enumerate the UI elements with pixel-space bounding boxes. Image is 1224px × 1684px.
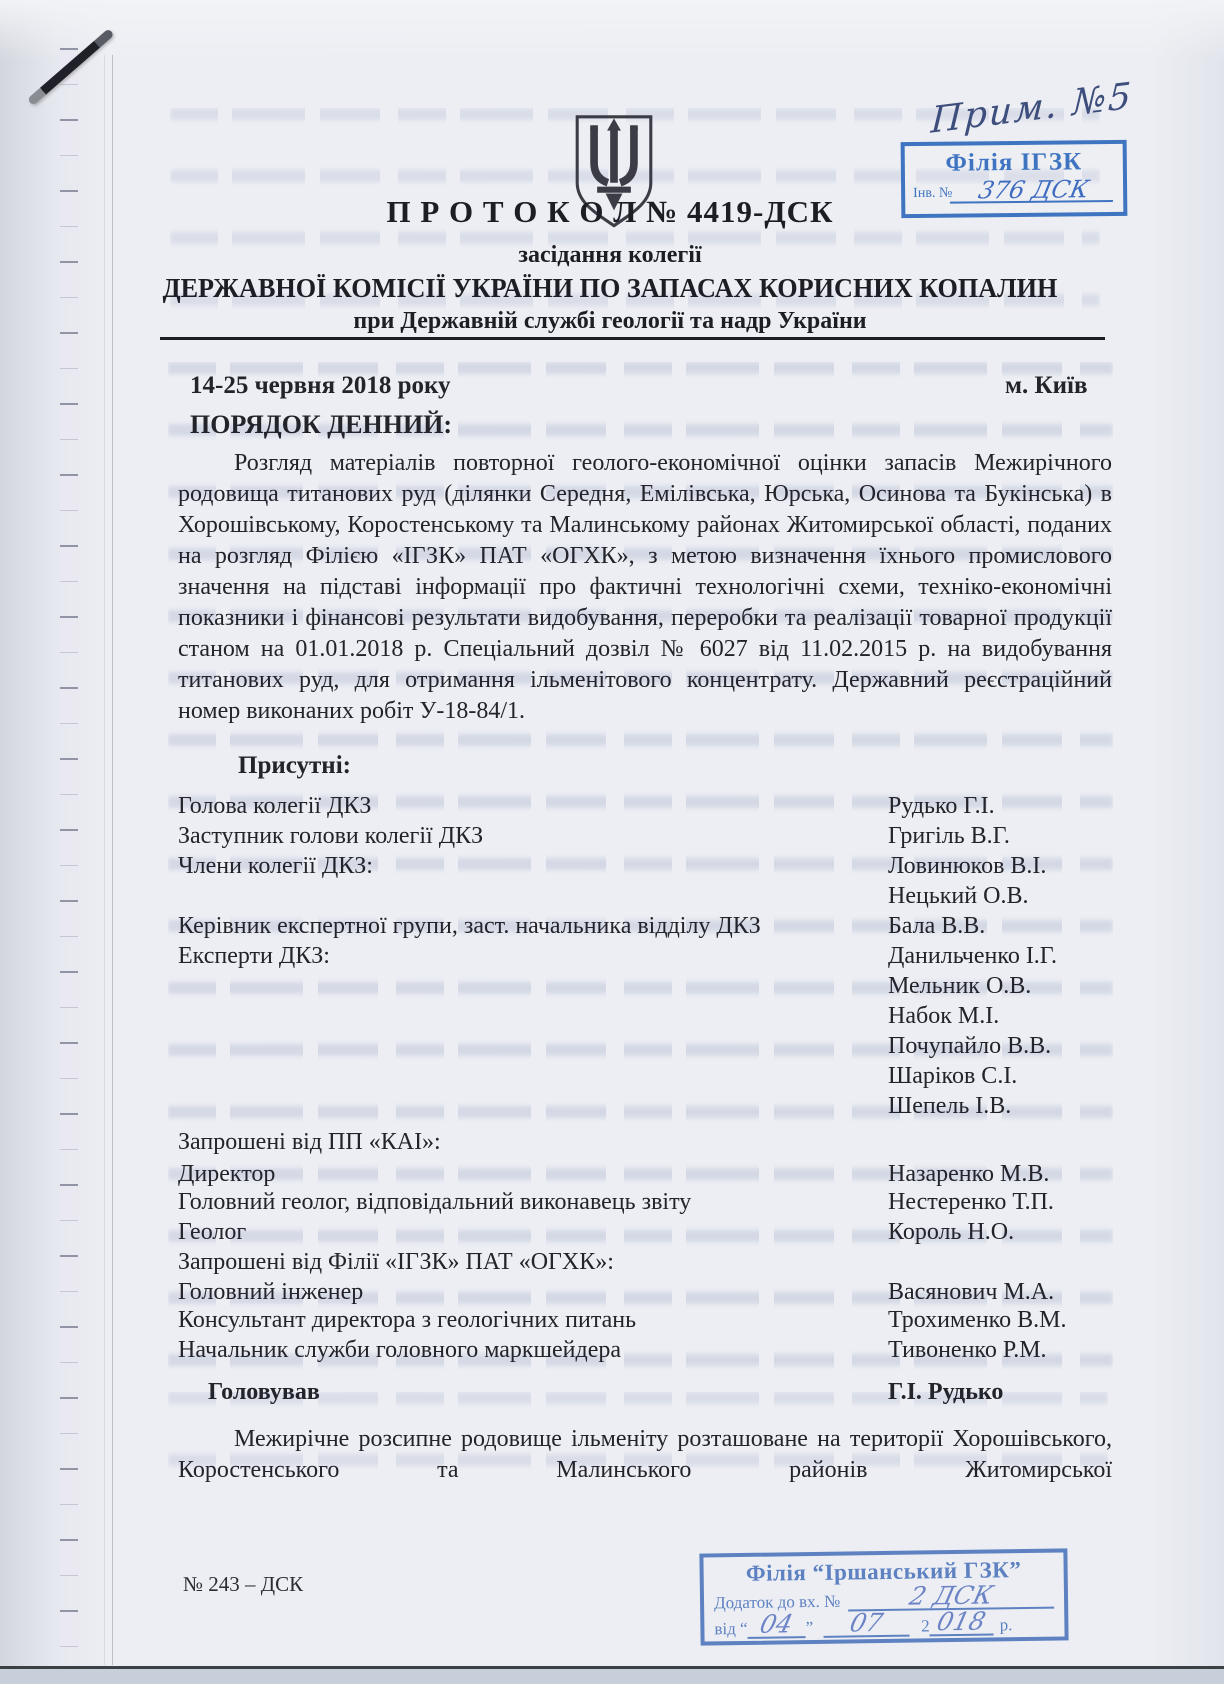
stamp-date-year-printed: 2 — [921, 1616, 930, 1636]
registry-stamp — [699, 1548, 1068, 1645]
date-city-row — [190, 372, 1110, 400]
attendee-row: Члени колегії ДКЗ: Ловинюков В.І. — [178, 853, 1047, 879]
handwritten-copy-note: Прим. №5 — [929, 75, 1134, 142]
stamp-attachment-label: Додаток до вх. № — [713, 1591, 841, 1613]
agenda-text: Розгляд матеріалів повторної геолого-економічної оцінки запасів Межирічного родовища титанових руд (ділянки Середня, Емілівська, Юрська, Осинова та Букінська) в Хорошівському, Коростенському та Малинському районах Житомирської області, поданих на розгляд Філією «ІГЗК» ПАТ «ОГХК», з метою визначення їхнього промислового значення на підставі інформації про фактичні технологічні схеми, техніко-економічні показники і фінансові результати видобування, переробки та реалізації товарної продукції станом на 01.01.2018 р. Спеціальний дозвіл № 6027 від 11.02.2015 р. на видобування титанових руд, для отримання ільменітового концентрату. Державний реєстраційний номер виконаних робіт У-18-84/1. — [178, 450, 1112, 724]
agency-name: при Державній службі геології та надр України — [353, 308, 867, 334]
closing-paragraph: Межирічне розсипне родовище ільменіту розташоване на території Хорошівського, Коростенського та Малинського районів Житомирської — [178, 1426, 1112, 1483]
attendee-row: Головний геолог, відповідальний виконавець звіту Нестеренко Т.П. — [178, 1189, 1054, 1215]
stamp-date-close-quote: ” — [805, 1617, 814, 1638]
page-fold-line-secondary — [104, 55, 105, 1665]
scan-edge-shadow — [0, 0, 1224, 60]
chairman-row: Головував Г.І. Рудько — [208, 1379, 1004, 1405]
attendee-row: Голова колегії ДКЗ Рудько Г.І. — [178, 793, 995, 819]
attendee-row: Геолог Король Н.О. — [178, 1219, 1015, 1245]
agenda-heading: ПОРЯДОК ДЕННИЙ: — [190, 410, 453, 439]
attendee-row: Експерти ДКЗ: Данильченко І.Г. — [178, 943, 1057, 969]
session-city: м. Київ — [1005, 372, 1088, 399]
commission-name: ДЕРЖАВНОЇ КОМІСІЇ УКРАЇНИ ПО ЗАПАСАХ КОРИСНИХ КОПАЛИН — [162, 273, 1058, 303]
binder-punch-holes — [60, 48, 78, 1664]
session-date: 14-25 червня 2018 року — [190, 372, 451, 399]
stamp-date-year-handwritten: 018 — [934, 1606, 989, 1637]
attendee-row: Керівник експертної групи, заст. начальника відділу ДКЗ Бала В.В. — [178, 913, 986, 939]
stamp-org-name: Філія “Іршанський ГЗК” — [745, 1557, 1022, 1586]
attendee-row: Начальник служби головного маркшейдера Тивоненко Р.М. — [178, 1337, 1047, 1363]
stamp-date-label: від “ — [714, 1618, 748, 1639]
scanner-background — [0, 1669, 1224, 1684]
attendee-row: Директор Назаренко М.В. — [178, 1161, 1050, 1187]
stamp-date-suffix: р. — [999, 1615, 1013, 1635]
header-rule — [160, 337, 1105, 340]
attendee-row: Заступник голови колегії ДКЗ Григіль В.Г. — [178, 823, 1010, 849]
attendee-group-heading: Запрошені від Філії «ІГЗК» ПАТ «ОГХК»: — [178, 1249, 614, 1275]
stamp-attachment-value-handwritten: 2 ДСК — [906, 1580, 996, 1611]
scanned-page: Прим. №5 Філія ІГЗК Інв. № 376 ДСК П Р О Т О К О Л № 4419-ДСК засідання колегії ДЕРЖАВНОЇ КОМІСІЇ УКРАЇНИ ПО ЗАПАСАХ КОРИСНИХ КОПАЛИН при Державній службі геології та надр України 14-25 червня 2018 року м. Київ ПОРЯДОК ДЕННИЙ: Розгляд матеріалів повторної геолого-економічної оцінки запасів Межирічного родовища титанових руд (ділянки Середня, Емілівська, Юрська, Осинова та Букінська) в Хорошівському, Коростенському та Малинському районах Житомирської області, поданих на розгляд Філією «ІГЗК» ПАТ «ОГХК», з метою визначення їхнього промислового значення на підставі інформації про фактичні технологічні схеми, техніко-економічні показники і фінансові результати видобування, переробки та реалізації товарної продукції станом на 01.01.2018 р. Спеціальний дозвіл № 6027 від 11.02.2015 р. на видобування титанових руд, для отримання ільменітового концентрату. Державний реєстраційний номер виконаних робіт У-18-84/1. Присутні: Голова колегії ДКЗ Рудько Г.І. Заступник голови колегії ДКЗ Григіль В.Г. Члени колегії ДКЗ: Ловинюков В.І. Нецький О.В. Керівник експертної групи, заст. начальника відділу ДКЗ Бала В.В. Експерти ДКЗ: Данильченко І.Г. Мельник О.В. Набок М.І. Почупайло В.В. Шаріков С.І. Шепель І.В. Запрошені від ПП «КАІ»: Директор Назаренко М.В. Головний геолог, відповідальний виконавець звіту Нестеренко Т.П. Геолог Король Н.О. Запрошені від Філії «ІГЗК» ПАТ «ОГХК»: Головний інженер Васянович М.А. Консультант директора з геологічних питань Трохименко В.М. Начальник служби головного маркшейдера Тивоненко Р.М. Головував Г.І. Рудько Межирічне розсипне родовище ільменіту розташоване на території Хорошівського, Коростенського та Малинського районів Житомирської Філія “Іршанський ГЗК” Додаток до вх. № 2 ДСК від “ 04 ” 07 2 018 р. № 243 – ДСК — [0, 0, 1224, 1684]
attendee-row: Головний інженер Васянович М.А. — [178, 1279, 1055, 1305]
document-series-number: № 243 – ДСК — [183, 1572, 304, 1596]
stamp-inv-label: Інв. № — [913, 185, 953, 202]
stamp-date-month-handwritten: 07 — [846, 1607, 886, 1638]
protocol-title: П Р О Т О К О Л № 4419-ДСК — [386, 194, 834, 229]
attendee-row: Консультант директора з геологічних питань Трохименко В.М. — [178, 1307, 1067, 1333]
stamp-org-name: Філія ІГЗК — [945, 148, 1083, 177]
session-line: засідання колегії — [518, 242, 702, 268]
attendees-heading: Присутні: — [238, 752, 351, 779]
stamp-date-day-handwritten: 04 — [757, 1609, 797, 1639]
stamp-inv-value-handwritten: 376 ДСК — [950, 178, 1118, 204]
attendee-group-heading: Запрошені від ПП «КАІ»: — [178, 1129, 441, 1155]
